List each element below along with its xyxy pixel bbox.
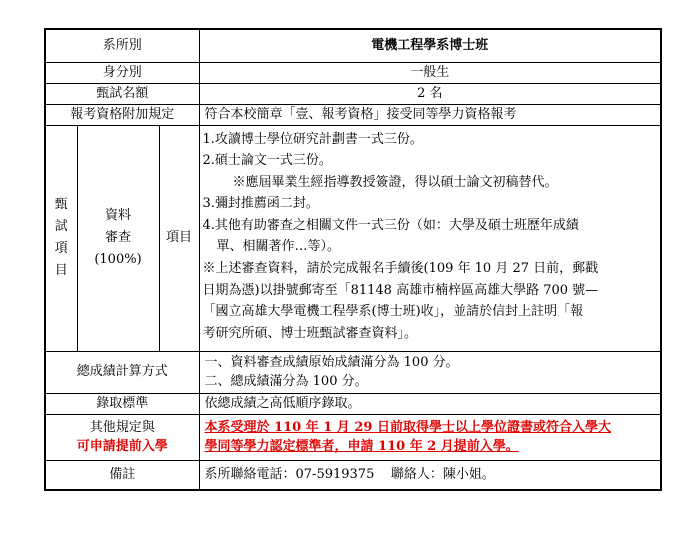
list-item: 日期為憑)以掛號郵寄至「81148 高雄市楠梓區高雄大學路 700 號— (202, 282, 599, 298)
exam-group-label: 甄 試 項 目 (45, 125, 77, 351)
dept-value: 電機工程學系博士班 (199, 29, 661, 62)
other-label-line1: 其他規定與 (89, 420, 155, 435)
exam-items-list (199, 125, 661, 351)
quota-label: 甄試名額 (45, 83, 199, 104)
list-item: ※應屆畢業生經指導教授簽證，得以碩士論文初稿替代。 (232, 174, 558, 190)
list-item: 4.其他有助審查之相關文件一式三份（如：大學及碩士班歷年成績 (202, 217, 579, 233)
remark-value: 系所聯絡電話：07-5919375 聯絡人：陳小姐。 (199, 460, 661, 490)
admission-table (44, 28, 662, 491)
list-item: 本系受理於 110 年 1 月 29 日前取得學士以上學位證書或符合入學大 (204, 420, 611, 435)
exam-items-label: 項目 (159, 125, 199, 351)
row-dept (45, 29, 661, 62)
remark-label: 備註 (45, 460, 199, 490)
list-item: ※上述審查資料，請於完成報名手續後(109 年 10 月 27 日前，郵戳 (202, 261, 599, 277)
score-lines (199, 351, 661, 393)
other-label-line2: 可申請提前入學 (76, 439, 168, 454)
identity-value: 一般生 (199, 62, 661, 83)
list-item: 單、相關著作…等）。 (216, 239, 341, 255)
other-label (45, 414, 199, 460)
row-quota (45, 83, 661, 104)
row-exam (45, 125, 661, 351)
admit-label: 錄取標準 (45, 393, 199, 414)
quota-value: 2 名 (199, 83, 661, 104)
list-item: 1.攻讀博士學位研究計劃書一式三份。 (202, 131, 423, 147)
row-admit (45, 393, 661, 414)
list-item: 學同等學力認定標準者，申請 110 年 2 月提前入學。 (204, 439, 519, 454)
list-item: 一、資料審查成績原始成績滿分為 100 分。 (204, 355, 459, 370)
extra-label: 報考資格附加規定 (45, 104, 199, 125)
list-item: 2.碩士論文一式三份。 (202, 153, 332, 169)
row-score (45, 351, 661, 393)
row-remark (45, 460, 661, 490)
list-item: 二、總成績滿分為 100 分。 (204, 374, 368, 389)
score-label: 總成績計算方式 (45, 351, 199, 393)
admit-value: 依總成績之高低順序錄取。 (199, 393, 661, 414)
list-item: 考研究所碩、博士班甄試審查資料」。 (202, 325, 418, 341)
row-identity (45, 62, 661, 83)
list-item: 3.彌封推薦函二封。 (202, 196, 319, 212)
row-extra (45, 104, 661, 125)
exam-review-label: 資料 審查 (100%) (77, 125, 159, 351)
row-other (45, 414, 661, 460)
identity-label: 身分別 (45, 62, 199, 83)
extra-value: 符合本校簡章「壹、報考資格」接受同等學力資格報考 (199, 104, 661, 125)
dept-label: 系所別 (45, 29, 199, 62)
other-lines (199, 414, 661, 460)
list-item: 「國立高雄大學電機工程學系(博士班)收」，並請於信封上註明「報 (202, 304, 584, 320)
